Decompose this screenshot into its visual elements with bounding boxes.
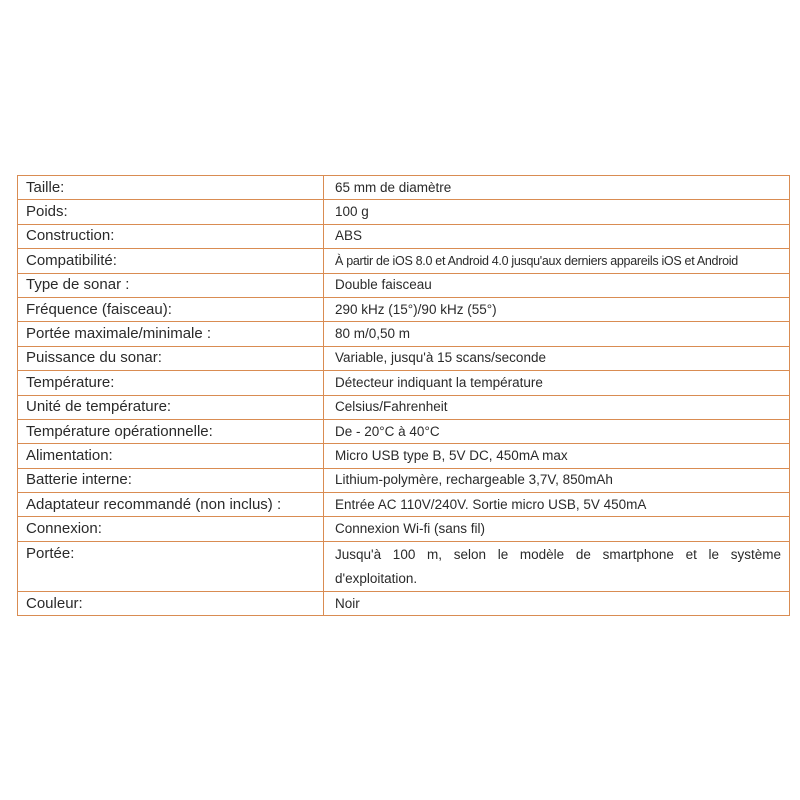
spec-value: De - 20°C à 40°C xyxy=(324,419,790,443)
table-row xyxy=(18,224,790,248)
spec-value: ABS xyxy=(324,224,790,248)
spec-value: 65 mm de diamètre xyxy=(324,176,790,200)
table-row xyxy=(18,200,790,224)
spec-value: 290 kHz (15°)/90 kHz (55°) xyxy=(324,297,790,321)
table-row xyxy=(18,493,790,517)
spec-value: Micro USB type B, 5V DC, 450mA max xyxy=(324,444,790,468)
spec-value: Détecteur indiquant la température xyxy=(324,371,790,395)
spec-label: Taille: xyxy=(18,176,324,200)
spec-value: Celsius/Fahrenheit xyxy=(324,395,790,419)
table-row xyxy=(18,371,790,395)
spec-label: Compatibilité: xyxy=(18,249,324,273)
spec-value: Lithium-polymère, rechargeable 3,7V, 850mAh xyxy=(324,468,790,492)
spec-label: Type de sonar : xyxy=(18,273,324,297)
spec-label: Fréquence (faisceau): xyxy=(18,297,324,321)
table-row xyxy=(18,468,790,492)
spec-label: Construction: xyxy=(18,224,324,248)
spec-label: Batterie interne: xyxy=(18,468,324,492)
spec-label: Adaptateur recommandé (non inclus) : xyxy=(18,493,324,517)
table-row xyxy=(18,273,790,297)
spec-value: Entrée AC 110V/240V. Sortie micro USB, 5V 450mA xyxy=(324,493,790,517)
table-row xyxy=(18,176,790,200)
spec-label: Couleur: xyxy=(18,591,324,615)
spec-value: Connexion Wi-fi (sans fil) xyxy=(324,517,790,541)
spec-value: À partir de iOS 8.0 et Android 4.0 jusqu'aux derniers appareils iOS et Android xyxy=(324,249,790,273)
spec-label: Température: xyxy=(18,371,324,395)
spec-label: Portée: xyxy=(18,541,324,591)
spec-value: 80 m/0,50 m xyxy=(324,322,790,346)
spec-value: Jusqu'à 100 m, selon le modèle de smartphone et le système d'exploitation. xyxy=(324,541,790,591)
table-row xyxy=(18,591,790,615)
spec-label: Alimentation: xyxy=(18,444,324,468)
spec-value: Noir xyxy=(324,591,790,615)
spec-label: Unité de température: xyxy=(18,395,324,419)
specifications-table xyxy=(17,175,790,616)
spec-value: 100 g xyxy=(324,200,790,224)
table-row xyxy=(18,541,790,591)
table-row xyxy=(18,444,790,468)
table-row xyxy=(18,322,790,346)
spec-label: Température opérationnelle: xyxy=(18,419,324,443)
spec-value: Variable, jusqu'à 15 scans/seconde xyxy=(324,346,790,370)
spec-label: Poids: xyxy=(18,200,324,224)
table-row xyxy=(18,249,790,273)
table-row xyxy=(18,297,790,321)
spec-label: Portée maximale/minimale : xyxy=(18,322,324,346)
spec-label: Connexion: xyxy=(18,517,324,541)
table-row xyxy=(18,395,790,419)
table-row xyxy=(18,419,790,443)
spec-label: Puissance du sonar: xyxy=(18,346,324,370)
spec-value: Double faisceau xyxy=(324,273,790,297)
table-row xyxy=(18,346,790,370)
table-row xyxy=(18,517,790,541)
